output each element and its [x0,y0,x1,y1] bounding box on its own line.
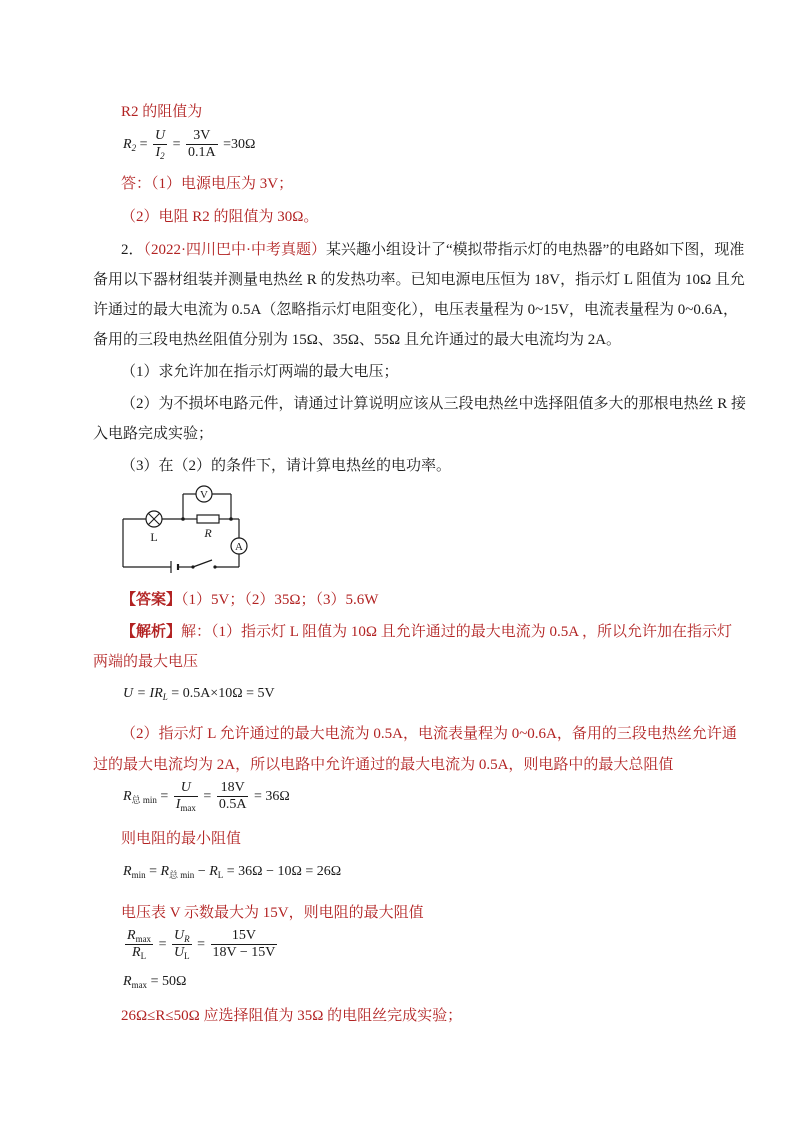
answer1-line1: 答：（1）电源电压为 3V； [121,176,294,192]
lamp-symbol [146,511,162,527]
r2-equation: $R_2$ = $\frac{U}{I_2}$ = $\frac{3V}{0.1A}$ =30Ω [123,128,256,161]
analysis-tag: 【解析】 [121,624,182,640]
subquestion-2-line2: 入电路完成实验； [93,426,214,442]
resistor-label: R [204,526,212,540]
answer-tag: 【答案】 [121,592,182,608]
lamp-label: L [150,530,158,544]
analysis-line1: 【解析】解：（1）指示灯 L 阻值为 10Ω 且允许通过的最大电流为 0.5A ，所以允许加在指示灯 [121,624,733,640]
question2-line3: 许通过的最大电流为 0.5A（忽略指示灯电阻变化），电压表量程为 0~15V，电流表量程为 0~0.6A， [93,302,738,318]
conclusion-line: 26Ω≤R≤50Ω 应选择阻值为 35Ω 的电阻丝完成实验； [121,1008,463,1024]
question2-line4: 备用的三段电热丝阻值分别为 15Ω、35Ω、55Ω 且允许通过的最大电流均为 2A。 [93,332,622,348]
max-resistance-ratio-equation: $\frac{R_{max}}{R_L}$ = $\frac{U_R}{U_L}$ = $\frac{15V}{18V - 15V}$ [127,928,276,961]
r2-intro-text: R2 的阻值为 [121,104,203,120]
question2-line1: 2．（2022·四川巴中·中考真题）某兴趣小组设计了“模拟带指示灯的电热器”的电路如下图，现准 [121,242,745,258]
max-resistance-result: $R_{max} = 50\Omega$ [123,974,187,990]
circuit-diagram [115,482,255,577]
subquestion-1: （1）求允许加在指示灯两端的最大电压； [121,364,399,380]
ammeter-label: A [235,541,243,553]
voltmeter-label: V [200,489,208,501]
max-resistance-intro: 电压表 V 示数最大为 15V，则电阻的最大阻值 [121,905,424,921]
answer1-line2: （2）电阻 R2 的阻值为 30Ω。 [121,209,319,225]
question-source: （2022·四川巴中·中考真题） [143,242,327,258]
resistor-symbol [197,515,219,523]
analysis2-line1: （2）指示灯 L 允许通过的最大电流为 0.5A，电流表量程为 0~0.6A，备用的三段电热丝允许通 [121,726,737,742]
subquestion-2-line1: （2）为不损坏电路元件，请通过计算说明应该从三段电热丝中选择阻值多大的那根电热丝 R 接 [121,396,747,412]
min-resistance-intro: 则电阻的最小阻值 [121,831,242,847]
analysis2-line2: 过的最大电流均为 2A，所以电路中允许通过的最大电流为 0.5A，则电路中的最大总阻值 [93,757,674,773]
answer-line: 【答案】（1）5V；（2）35Ω；（3）5.6W [121,592,379,608]
subquestion-3: （3）在（2）的条件下，请计算电热丝的电功率。 [121,458,452,474]
question-number: 2． [121,242,144,258]
analysis-line2: 两端的最大电压 [93,654,199,670]
question2-line2: 备用以下器材组装并测量电热丝 R 的发热功率。已知电源电压恒为 18V，指示灯 L 阻值为 10Ω 且允 [93,272,745,288]
min-resistance-equation: $R_{min} = R_{总 min} - R_L = 36\Omega - 10\Omega = 26\Omega$ [123,864,342,880]
max-voltage-equation: $U = IR_L = 0.5A\times 10\Omega = 5V$ [123,686,275,702]
total-resistance-equation: $R_{总 min}$ = $\frac{U}{I_{max}}$ = $\frac{18V}{0.5A}$ = 36Ω [123,780,290,813]
